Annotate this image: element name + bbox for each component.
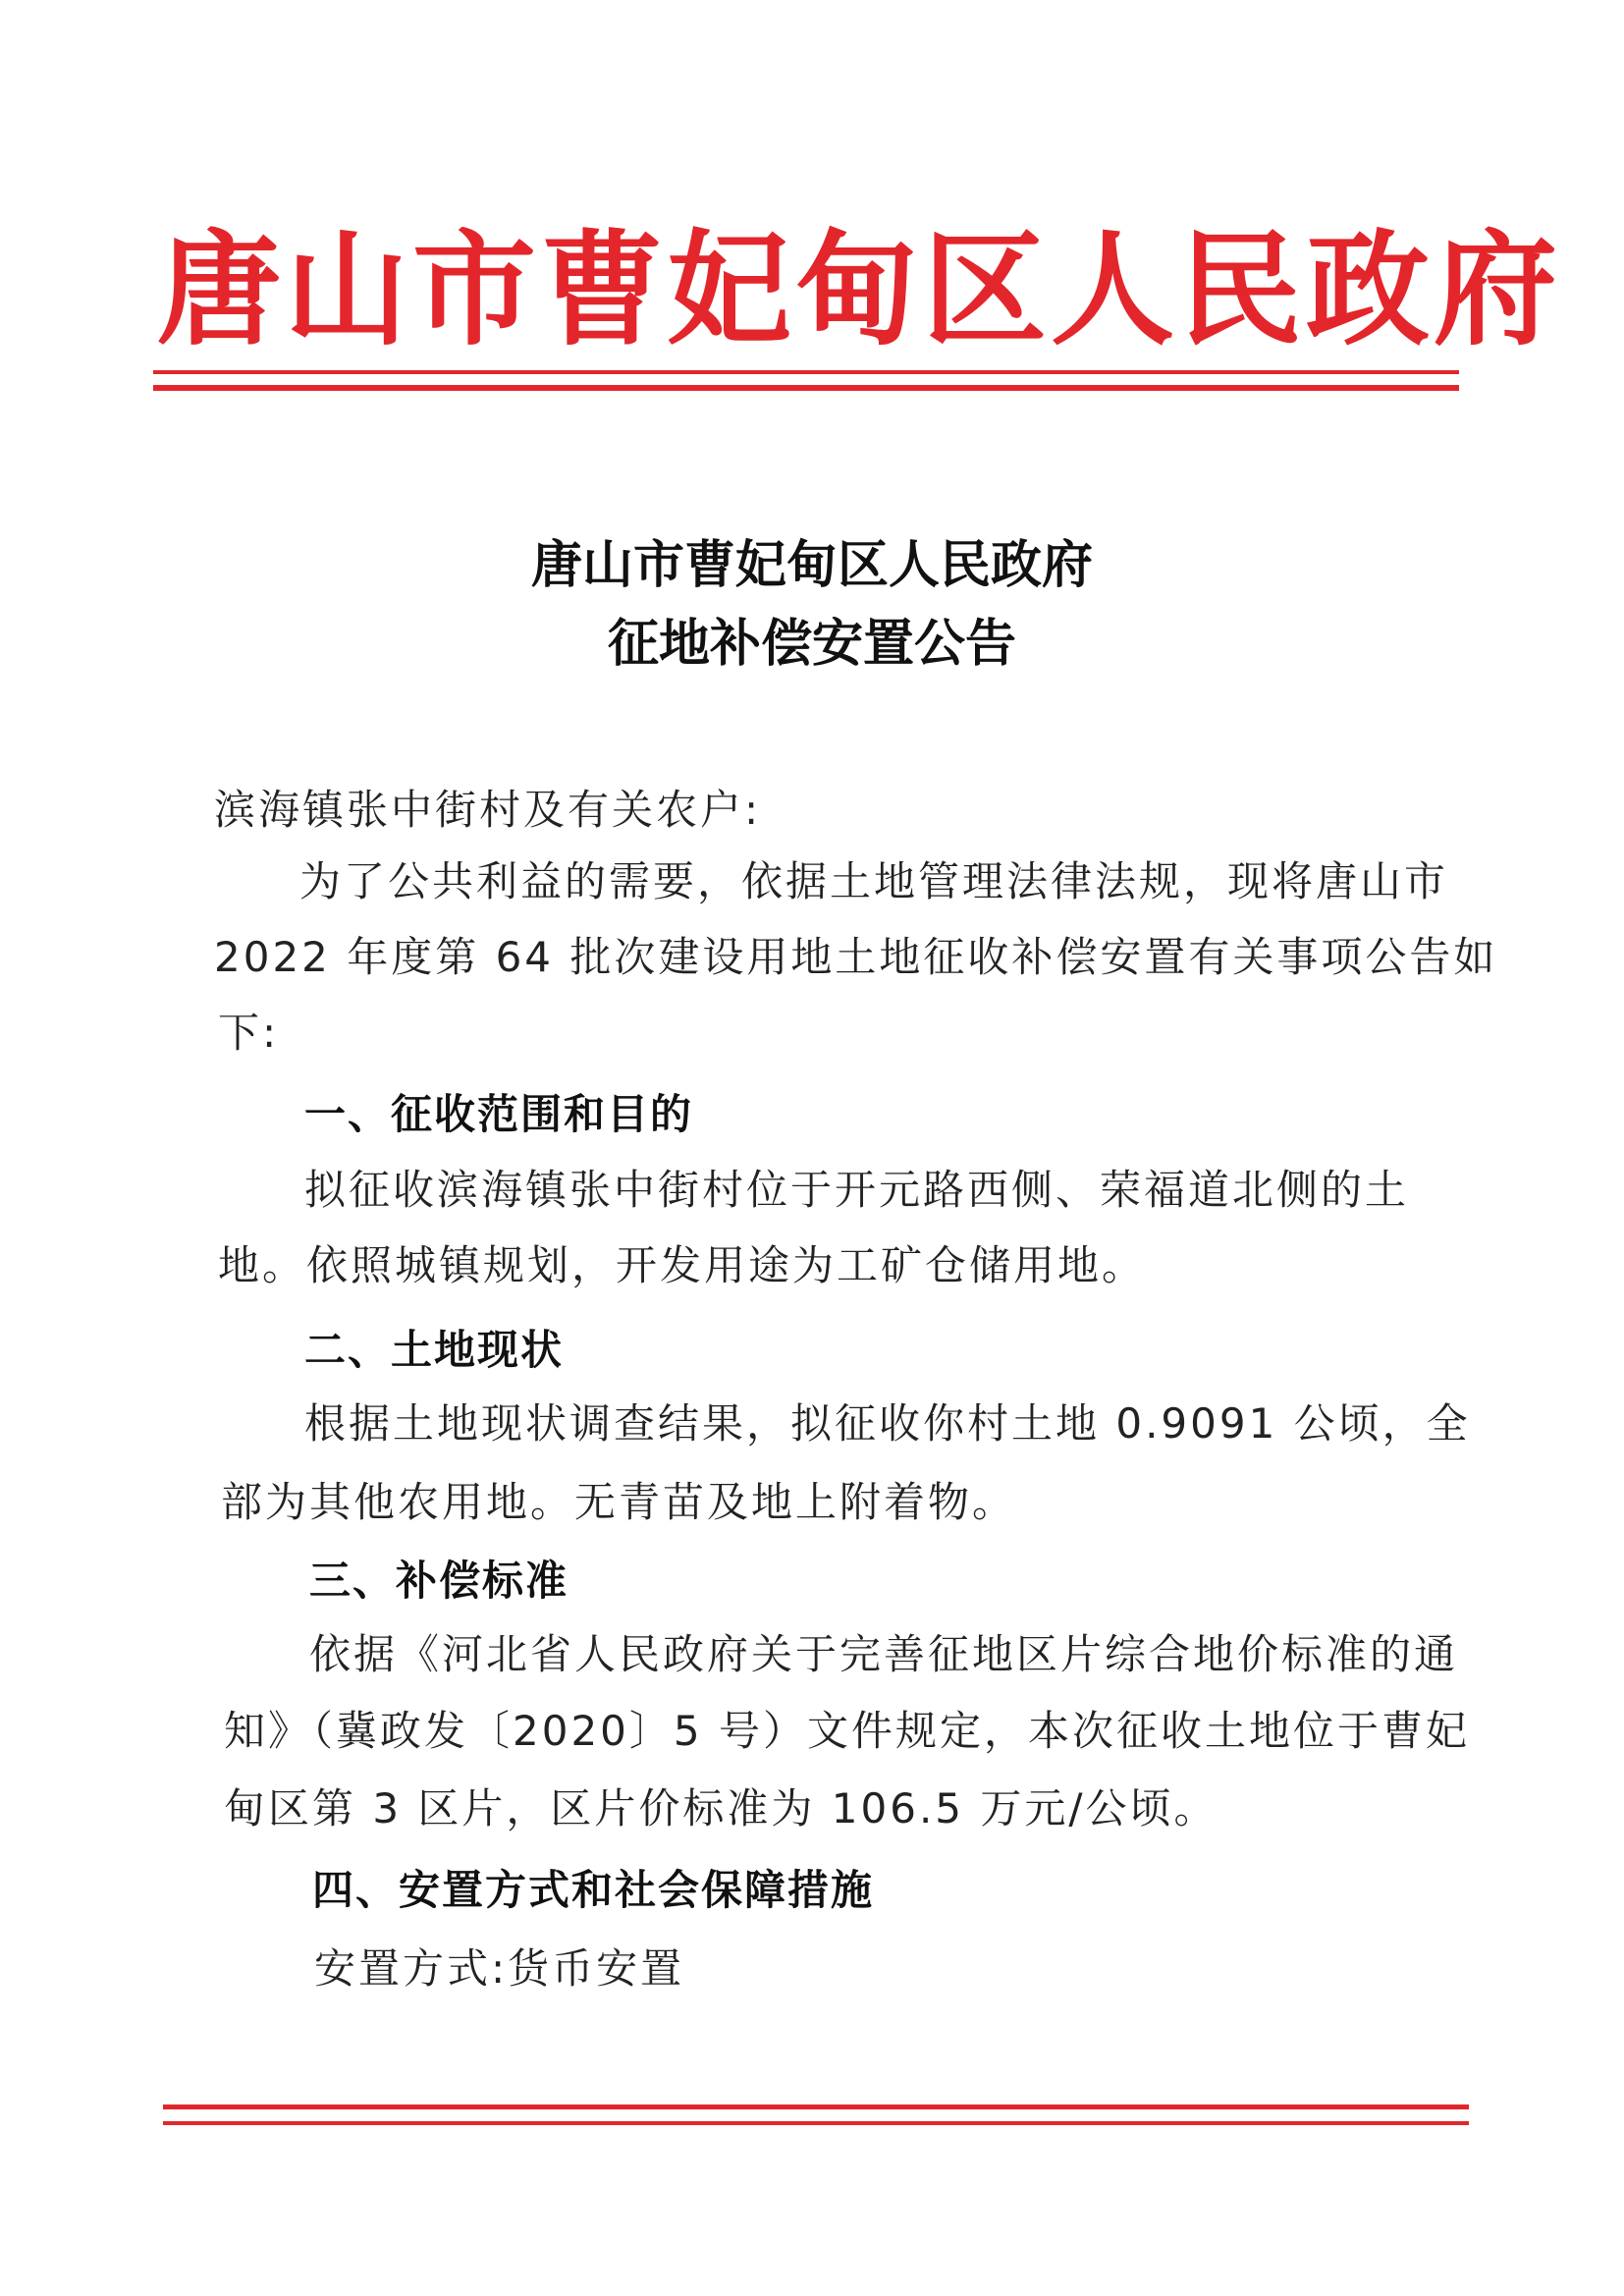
section-heading: 一、征收范围和目的 bbox=[304, 1090, 694, 1138]
section-line: 依据《河北省人民政府关于完善征地区片综合地价标准的通 bbox=[309, 1630, 1459, 1678]
document-title-line-2: 征地补偿安置公告 bbox=[607, 614, 1016, 674]
header-rule-thick bbox=[153, 385, 1459, 391]
intro-line: 下: bbox=[218, 1009, 280, 1057]
header-rule-thin bbox=[153, 370, 1459, 374]
section-heading: 三、补偿标准 bbox=[309, 1557, 569, 1605]
document-title-line-1: 唐山市曹妃甸区人民政府 bbox=[530, 535, 1093, 595]
section-line: 地。依照城镇规划，开发用途为工矿仓储用地。 bbox=[218, 1241, 1147, 1289]
section-heading: 四、安置方式和社会保障措施 bbox=[312, 1866, 875, 1914]
section-line: 根据土地现状调查结果，拟征收你村土地 0.9091 公顷，全 bbox=[304, 1399, 1471, 1448]
intro-line: 为了公共利益的需要，依据土地管理法律法规，现将唐山市 bbox=[299, 857, 1449, 905]
section-line: 部为其他农用地。无青苗及地上附着物。 bbox=[221, 1478, 1017, 1526]
footer-rule-thin bbox=[163, 2121, 1469, 2125]
section-line: 安置方式:货币安置 bbox=[314, 1944, 685, 1993]
footer-rule-thick bbox=[163, 2105, 1469, 2109]
section-line: 甸区第 3 区片，区片价标准为 106.5 万元/公顷。 bbox=[224, 1784, 1218, 1832]
salutation: 滨海镇张中街村及有关农户: bbox=[214, 786, 762, 834]
section-line: 拟征收滨海镇张中街村位于开元路西侧、荣福道北侧的土 bbox=[304, 1166, 1410, 1214]
issuer-name: 唐山市曹妃甸区人民政府 bbox=[157, 217, 1561, 362]
section-heading: 二、土地现状 bbox=[304, 1326, 565, 1374]
intro-line: 2022 年度第 64 批次建设用地土地征收补偿安置有关事项公告如 bbox=[214, 933, 1498, 981]
section-line: 知》（冀政发〔2020〕5 号）文件规定，本次征收土地位于曹妃 bbox=[224, 1707, 1470, 1755]
